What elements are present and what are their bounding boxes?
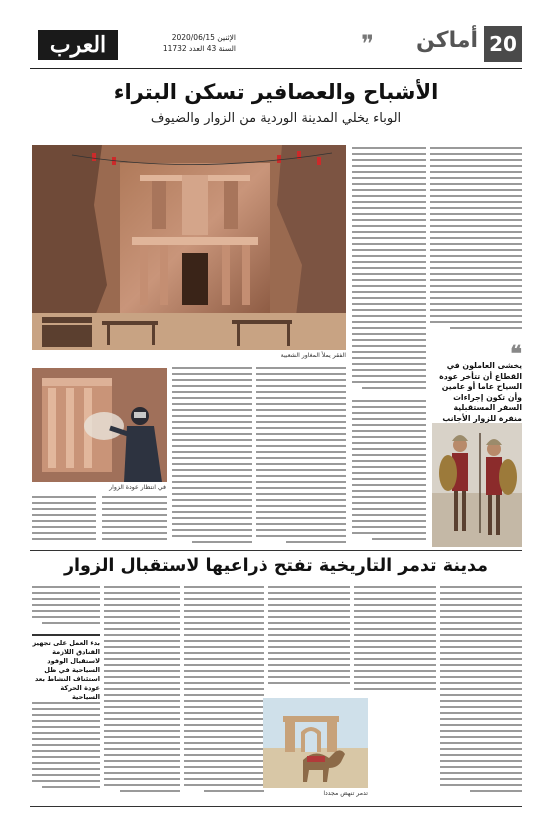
issue-info [126, 32, 236, 54]
bottom-divider [30, 806, 522, 807]
palmyra-photo-caption: تدمر تنهض مجددا [323, 790, 368, 797]
quote-mark-icon: ❝ [510, 341, 522, 367]
text-lines [32, 494, 167, 550]
roman-guards-photo [432, 423, 522, 547]
pull-quote [432, 341, 522, 423]
text-lines [256, 365, 346, 550]
article-column-6 [352, 398, 426, 550]
article-column-4 [172, 365, 252, 550]
article-column-2 [352, 145, 426, 395]
text-lines [352, 398, 426, 550]
petra-treasury-photo [32, 145, 346, 350]
article-column-5 [32, 494, 167, 550]
pull-quote-text: يخشى العاملون في القطاع أن تتأخر عودة السياح عاما أو عامين وأن تكون إجراءات السفر المستقبلية منفرة للزوار الأجانب [439, 361, 522, 423]
text-lines [184, 584, 264, 798]
text-lines [268, 584, 350, 692]
article2-column-3 [268, 584, 350, 692]
palmyra-camel-photo [263, 698, 368, 788]
disinfection-photo [32, 368, 167, 482]
text-lines [172, 365, 252, 550]
article-headline: الأشباح والعصافير تسكن البتراء [113, 80, 439, 104]
article2-column-7 [32, 700, 100, 798]
article-subhead: الوباء يخلي المدينة الوردية من الزوار والضيوف [150, 111, 402, 126]
section-title: أماكن [415, 28, 478, 53]
main-photo-caption: الفقر يملأ المغاور الشعبية [280, 352, 346, 359]
page-number: 20 [484, 26, 522, 62]
article2-column-5 [104, 584, 180, 798]
text-lines [352, 145, 426, 395]
side-box-highlight: بدء العمل على تجهيز الفنادق اللازمة لاستقبال الوفود السياحية في ظل استئناف النشاط بعد عودة الحركة السياحية [32, 634, 100, 697]
article-column-3 [256, 365, 346, 550]
masthead [30, 24, 522, 69]
small-photo-caption: في انتظار عودة الزوار [109, 484, 166, 491]
text-lines [104, 584, 180, 798]
article2-column-6 [32, 584, 100, 630]
quote-mark-icon: ❞ [361, 30, 374, 58]
text-lines [430, 145, 522, 335]
section-divider [30, 550, 522, 551]
second-article-headline: مدينة تدمر التاريخية تفتح ذراعيها لاستقبال الزوار [63, 556, 488, 576]
newspaper-logo: العرب [38, 30, 118, 60]
article2-column-1 [440, 584, 522, 798]
text-lines [440, 584, 522, 798]
text-lines [32, 584, 100, 630]
article2-column-4 [184, 584, 264, 798]
text-lines [32, 700, 100, 798]
article-column-1 [430, 145, 522, 335]
issue-number: السنة 43 العدد 11732 [162, 44, 236, 53]
issue-date: الإثنين 2020/06/15 [171, 33, 236, 42]
